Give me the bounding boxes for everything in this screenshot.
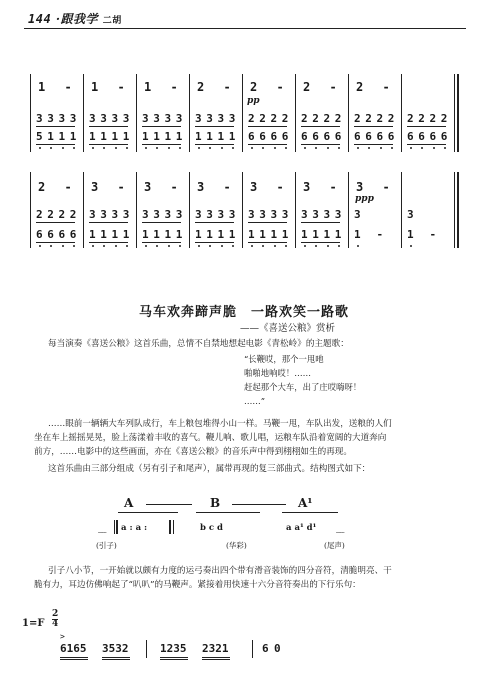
accompaniment-note: 1 [248, 228, 255, 241]
accompaniment-note: 6 [281, 130, 289, 143]
accompaniment-note: 6 [36, 228, 43, 241]
instrument-name: 二胡 [102, 16, 122, 26]
accompaniment-note: 1 [354, 228, 361, 241]
accompaniment-note: 3 [164, 208, 172, 221]
lower-octave-dot [168, 245, 170, 247]
accompaniment-note: 3 [259, 208, 266, 221]
accompaniment-note: 3 [36, 112, 43, 125]
accompaniment-note: 2 [440, 112, 448, 125]
accompaniment-note: 1 [259, 228, 266, 241]
poem-line: 啪啪地响哎！…… [244, 368, 311, 378]
lower-octave-dot [232, 245, 234, 247]
poem-block [244, 352, 361, 408]
time-denominator: 4 [52, 619, 59, 629]
accompaniment-note: 2 [47, 208, 54, 221]
beam-underline [195, 242, 234, 243]
barline [295, 172, 296, 248]
para-line: 引子八小节，一开始就以颇有力度的运弓奏出四个带有滑音装饰的四分音符，清脆明亮、干 [48, 566, 392, 576]
excerpt-beam [202, 659, 230, 660]
accompaniment-note: 1 [217, 130, 225, 143]
accompaniment-note: 1 [100, 228, 107, 241]
accompaniment-note: 2 [69, 208, 77, 221]
accompaniment-note: 1 [111, 130, 119, 143]
lower-octave-dot [198, 245, 200, 247]
accompaniment-note: 3 [407, 208, 414, 221]
accompaniment-note: 3 [122, 112, 130, 125]
accompaniment-note: - [376, 228, 384, 241]
barline [401, 172, 402, 248]
accompaniment-note: 3 [89, 208, 96, 221]
melody-note: 2 [303, 80, 311, 94]
lower-octave-dot [221, 245, 223, 247]
accompaniment-note: 3 [153, 208, 160, 221]
melody-note: 2 [38, 180, 46, 194]
barline [348, 172, 349, 248]
lower-octave-dot [357, 245, 359, 247]
accompaniment-note: 6 [365, 130, 372, 143]
page-number: 144 [28, 12, 52, 26]
accompaniment-note: 3 [228, 112, 236, 125]
accompaniment-note: 1 [217, 228, 225, 241]
lower-octave-dot [304, 245, 306, 247]
melody-note: - [223, 180, 231, 194]
accompaniment-note: 1 [228, 228, 236, 241]
label-cadenza: (华彩) [226, 541, 247, 550]
series-title: ·跟我学 [55, 12, 99, 26]
accompaniment-note: 3 [100, 208, 107, 221]
accompaniment-note: 6 [323, 130, 331, 143]
accompaniment-note: 3 [281, 208, 289, 221]
accompaniment-note: 1 [142, 228, 149, 241]
barline [136, 172, 137, 248]
melody-note: 1 [38, 80, 46, 94]
accompaniment-note: 3 [195, 112, 202, 125]
label-coda: (尾声) [324, 541, 345, 550]
melody-note: - [117, 180, 125, 194]
accompaniment-note: 1 [122, 130, 130, 143]
accompaniment-note: 1 [228, 130, 236, 143]
final-barline [457, 172, 459, 248]
accompaniment-note: 6 [376, 130, 384, 143]
accompaniment-note: 6 [334, 130, 342, 143]
lower-octave-dot [126, 245, 128, 247]
accompaniment-note: 1 [175, 228, 183, 241]
accompaniment-note: 1 [195, 130, 202, 143]
accompaniment-note: 3 [248, 208, 255, 221]
accompaniment-note: 1 [164, 228, 172, 241]
lower-octave-dot [338, 245, 340, 247]
beam-underline [301, 242, 340, 243]
accompaniment-note: 1 [142, 130, 149, 143]
label-intro: (引子) [96, 541, 117, 550]
lower-octave-dot [209, 245, 211, 247]
accompaniment-note: 3 [312, 208, 319, 221]
accompaniment-note: 3 [111, 208, 119, 221]
melody-note: - [170, 80, 178, 94]
excerpt-beam [160, 659, 188, 660]
accompaniment-note: 3 [100, 112, 107, 125]
lower-octave-dot [39, 245, 41, 247]
lower-octave-dot [327, 245, 329, 247]
accompaniment-note: 6 [248, 130, 255, 143]
accompaniment-note: 3 [69, 112, 77, 125]
accompaniment-note: 3 [206, 112, 213, 125]
accompaniment-note: 6 [69, 228, 77, 241]
accompaniment-note: 2 [354, 112, 361, 125]
accompaniment-note: 1 [206, 228, 213, 241]
accompaniment-note: 3 [122, 208, 130, 221]
melody-note: 3 [250, 180, 258, 194]
poem-line: 赶起那个大车，出了庄哎嗨呀！ [244, 382, 362, 392]
dynamic-marking: ppp [355, 194, 374, 204]
melody-note: 2 [197, 80, 205, 94]
accompaniment-note: 1 [301, 228, 308, 241]
lower-octave-dot [103, 245, 105, 247]
melody-note: 3 [356, 180, 364, 194]
accompaniment-note: 2 [418, 112, 425, 125]
accompaniment-note: 1 [153, 228, 160, 241]
melody-note: 1 [91, 80, 99, 94]
lower-octave-dot [262, 245, 264, 247]
time-signature [52, 610, 58, 629]
accompaniment-note: - [429, 228, 437, 241]
excerpt-beam [202, 657, 230, 658]
lower-octave-dot [156, 245, 158, 247]
melody-note: - [276, 180, 284, 194]
accompaniment-note: 2 [270, 112, 278, 125]
accompaniment-note: 1 [195, 228, 202, 241]
accompaniment-note: 1 [69, 130, 77, 143]
connector-line [232, 504, 286, 505]
coda-wave: ﹏ [336, 525, 345, 535]
melody-note: - [64, 180, 72, 194]
section-b-underline [196, 512, 260, 513]
subparts-b: b c d [200, 523, 223, 533]
accompaniment-note: 3 [175, 112, 183, 125]
lower-octave-dot [73, 245, 75, 247]
excerpt-group: 2321 [202, 642, 229, 655]
lower-octave-dot [410, 245, 412, 247]
accent-mark: > [60, 632, 65, 641]
accompaniment-note: 3 [89, 112, 96, 125]
time-numerator: 2 [52, 609, 59, 619]
accompaniment-note: 1 [89, 130, 96, 143]
accompaniment-note: 6 [58, 228, 66, 241]
accompaniment-note: 1 [58, 130, 66, 143]
accompaniment-note: 3 [195, 208, 202, 221]
article-title: 马车欢奔蹄声脆 一路欢笑一路歌 [138, 305, 349, 320]
excerpt-beam [102, 659, 130, 660]
accompaniment-note: 1 [334, 228, 342, 241]
accompaniment-note: 2 [301, 112, 308, 125]
accompaniment-note: 3 [164, 112, 172, 125]
accompaniment-note: 3 [47, 112, 54, 125]
melody-note: 2 [250, 80, 258, 94]
form-diagram [0, 490, 488, 560]
accompaniment-note: 2 [323, 112, 331, 125]
accompaniment-note: 6 [312, 130, 319, 143]
accompaniment-note: 3 [142, 208, 149, 221]
poem-line: ……” [244, 396, 266, 406]
accompaniment-note: 2 [429, 112, 437, 125]
section-b: B [210, 496, 221, 510]
final-excerpt [0, 630, 488, 690]
accompaniment-note: 1 [281, 228, 289, 241]
accompaniment-note: 3 [217, 112, 225, 125]
beam-underline [142, 242, 181, 243]
beam-underline [195, 222, 234, 223]
accompaniment-note: 6 [440, 130, 448, 143]
accompaniment-note: 2 [312, 112, 319, 125]
section-a1: A¹ [298, 496, 313, 510]
melody-note: - [117, 80, 125, 94]
accompaniment-note: 3 [206, 208, 213, 221]
accompaniment-note: 3 [111, 112, 119, 125]
barline [30, 172, 31, 248]
excerpt-barline [146, 640, 147, 658]
accompaniment-note: 1 [206, 130, 213, 143]
lower-octave-dot [274, 245, 276, 247]
beam-underline [301, 222, 340, 223]
accompaniment-note: 6 [429, 130, 437, 143]
intro-paragraph: 每当演奏《喜送公粮》这首乐曲，总情不自禁地想起电影《青松岭》的主题歌： [48, 339, 349, 349]
article-subtitle: ——《喜送公粮》赏析 [240, 323, 336, 334]
accompaniment-note: 1 [100, 130, 107, 143]
beam-underline [248, 222, 287, 223]
score-system-2 [0, 0, 488, 290]
paragraph-2: 这首乐曲由三部分组成（另有引子和尾声），属带再现的复三部曲式。结构图式如下： [48, 464, 371, 474]
beam-underline [248, 242, 287, 243]
excerpt-group: 0 [274, 642, 281, 655]
excerpt-group: 6165 [60, 642, 87, 655]
accompaniment-note: 2 [365, 112, 372, 125]
accompaniment-note: 6 [47, 228, 54, 241]
connector-line [146, 504, 192, 505]
para-line: 坐在车上摇摇晃晃，脸上荡漾着丰收的喜气。鞭儿响、歌儿唱，运粮车队沿着宽阔的大道奔向 [34, 433, 387, 443]
melody-note: 2 [356, 80, 364, 94]
accompaniment-note: 3 [153, 112, 160, 125]
subparts-a1: a a¹ d¹ [286, 523, 317, 533]
melody-note: - [223, 80, 231, 94]
lower-octave-dot [50, 245, 52, 247]
accompaniment-note: 2 [58, 208, 66, 221]
accompaniment-note: 3 [175, 208, 183, 221]
accompaniment-note: 3 [354, 208, 361, 221]
lower-octave-dot [285, 245, 287, 247]
paragraph-3 [34, 564, 474, 592]
melody-note: - [329, 180, 337, 194]
accompaniment-note: 2 [387, 112, 395, 125]
beam-underline [36, 242, 75, 243]
melody-note: 3 [91, 180, 99, 194]
accompaniment-note: 6 [354, 130, 361, 143]
melody-note: 3 [144, 180, 152, 194]
accompaniment-note: 6 [387, 130, 395, 143]
accompaniment-note: 1 [111, 228, 119, 241]
para-line: 前方，……电影中的这些画面，亦在《喜送公粮》的音乐声中得到栩栩如生的再现。 [34, 447, 352, 457]
accompaniment-note: 1 [312, 228, 319, 241]
melody-note: 3 [197, 180, 205, 194]
paragraph-1 [34, 417, 474, 459]
excerpt-group: 6 [262, 642, 269, 655]
accompaniment-note: 6 [407, 130, 414, 143]
accompaniment-note: 1 [89, 228, 96, 241]
accompaniment-note: 2 [281, 112, 289, 125]
melody-note: - [329, 80, 337, 94]
excerpt-beam [102, 657, 130, 658]
accompaniment-note: 1 [323, 228, 331, 241]
lower-octave-dot [115, 245, 117, 247]
melody-note: - [170, 180, 178, 194]
accompaniment-note: 3 [334, 208, 342, 221]
accompaniment-note: 2 [36, 208, 43, 221]
barline [242, 172, 243, 248]
accompaniment-note: 6 [270, 130, 278, 143]
section-a-underline [118, 512, 178, 513]
section-a: A [124, 496, 134, 510]
beam-underline [89, 222, 128, 223]
lower-octave-dot [179, 245, 181, 247]
excerpt-beam [60, 659, 88, 660]
intro-wave: ﹏ [98, 525, 107, 535]
melody-note: 3 [303, 180, 311, 194]
accompaniment-note: 2 [259, 112, 266, 125]
accompaniment-note: 1 [164, 130, 172, 143]
dynamic-marking: pp [247, 96, 260, 106]
accompaniment-note: 3 [217, 208, 225, 221]
accompaniment-note: 3 [58, 112, 66, 125]
accompaniment-note: 3 [270, 208, 278, 221]
accompaniment-note: 5 [36, 130, 43, 143]
key: 1=F [22, 618, 45, 629]
accompaniment-note: 2 [334, 112, 342, 125]
excerpt-barline [252, 640, 253, 658]
melody-note: - [382, 80, 390, 94]
accompaniment-note: 3 [228, 208, 236, 221]
accompaniment-note: 1 [175, 130, 183, 143]
excerpt-beam [60, 657, 88, 658]
melody-note: 1 [144, 80, 152, 94]
accompaniment-note: 1 [270, 228, 278, 241]
accompaniment-note: 3 [301, 208, 308, 221]
accompaniment-note: 2 [407, 112, 414, 125]
excerpt-group: 3532 [102, 642, 129, 655]
accompaniment-note: 2 [248, 112, 255, 125]
melody-note: - [382, 180, 390, 194]
accompaniment-note: 6 [418, 130, 425, 143]
excerpt-beam [160, 657, 188, 658]
lower-octave-dot [251, 245, 253, 247]
beam-underline [89, 242, 128, 243]
section-a1-underline [282, 512, 338, 513]
excerpt-group: 1235 [160, 642, 187, 655]
accompaniment-note: 2 [376, 112, 384, 125]
accompaniment-note: 6 [301, 130, 308, 143]
beam-underline [36, 222, 75, 223]
melody-note: - [276, 80, 284, 94]
lower-octave-dot [315, 245, 317, 247]
lower-octave-dot [62, 245, 64, 247]
accompaniment-note: 6 [259, 130, 266, 143]
melody-note: - [64, 80, 72, 94]
barline [454, 172, 455, 248]
accompaniment-note: 1 [122, 228, 130, 241]
lower-octave-dot [145, 245, 147, 247]
para-line: ……眼前一辆辆大车列队成行，车上粮包堆得小山一样。马鞭一甩，车队出发，送粮的人们 [48, 419, 392, 429]
poem-line: “长鞭哎，那个一甩吔 [244, 354, 324, 364]
key-signature [22, 618, 44, 629]
accompaniment-note: 1 [153, 130, 160, 143]
lower-octave-dot [92, 245, 94, 247]
accompaniment-note: 3 [142, 112, 149, 125]
accompaniment-note: 1 [407, 228, 414, 241]
accompaniment-note: 1 [47, 130, 54, 143]
subparts-a: a : a : [121, 523, 148, 533]
beam-underline [142, 222, 181, 223]
barline [189, 172, 190, 248]
accompaniment-note: 3 [323, 208, 331, 221]
para-line: 脆有力，耳边仿佛响起了“叭叭”的马鞭声。紧接着用快速十六分音符奏出的下行乐句： [34, 580, 361, 590]
barline [83, 172, 84, 248]
